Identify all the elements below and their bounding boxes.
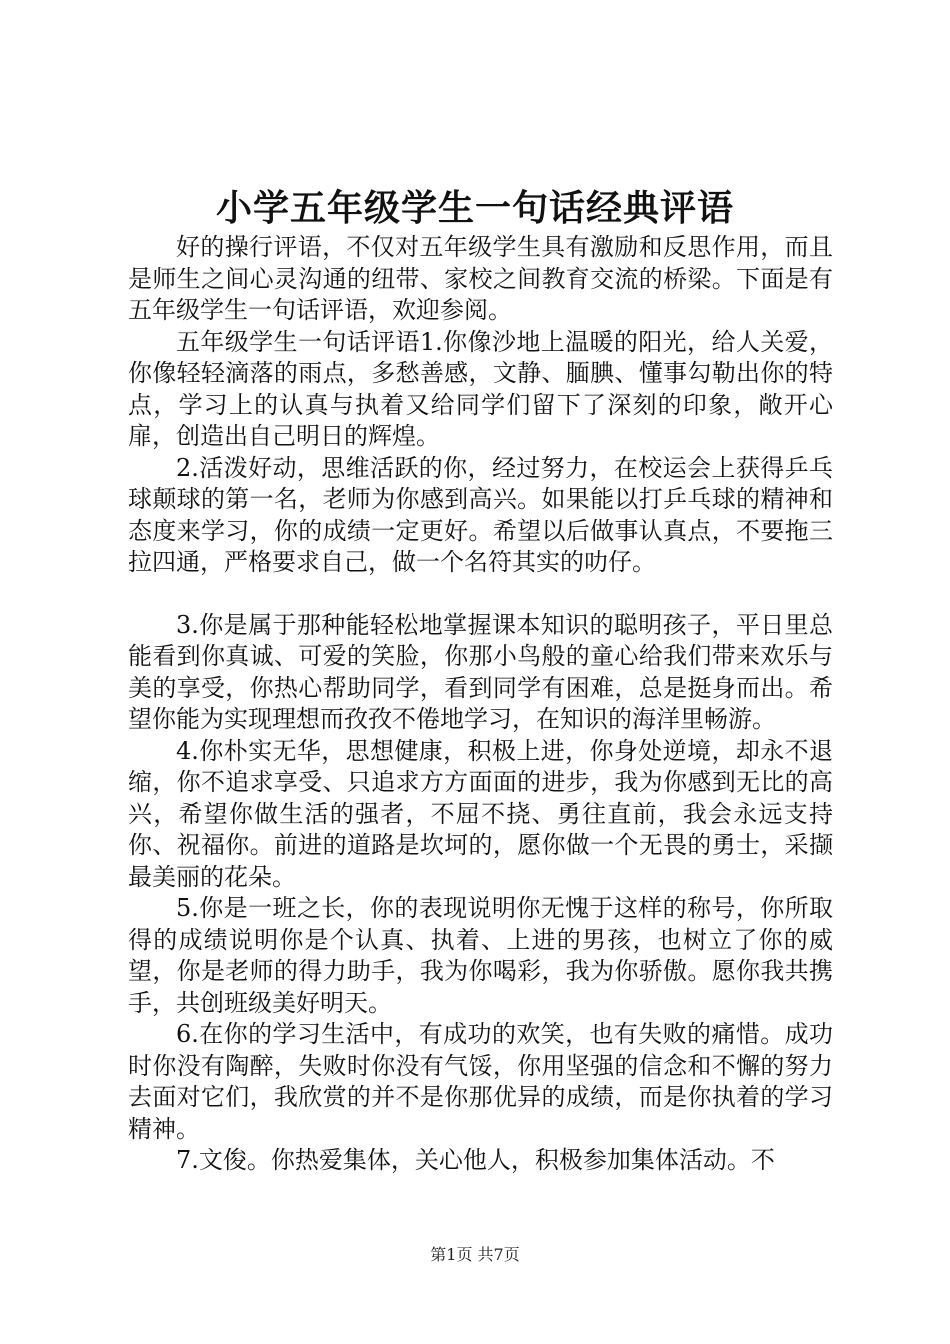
paragraph-comment-2: 2.活泼好动，思维活跃的你，经过努力，在校运会上获得乒乓球颠球的第一名，老师为你感到高兴。如果能以打乒乓球的精神和态度来学习，你的成绩一定更好。希望以后做事认真点，不要拖三拉四通，严格要求自己，做一个名符其实的叻仔。 — [128, 453, 833, 576]
document-body — [128, 232, 833, 1177]
paragraph-comment-6: 6.在你的学习生活中，有成功的欢笑，也有失败的痛惜。成功时你没有陶醉，失败时你没有气馁，你用坚强的信念和不懈的努力去面对它们，我欣赏的并不是你那优异的成绩，而是你执着的学习精神。 — [128, 1020, 833, 1143]
document-title: 小学五年级学生一句话经典评语 — [215, 187, 734, 229]
paragraph-comment-1: 五年级学生一句话评语1.你像沙地上温暖的阳光，给人关爱，你像轻轻滴落的雨点，多愁善感，文静、腼腆、懂事勾勒出你的特点，学习上的认真与执着又给同学们留下了深刻的印象，敞开心扉，创造出自己明日的辉煌。 — [128, 327, 833, 450]
paragraph-comment-3: 3.你是属于那种能轻松地掌握课本知识的聪明孩子，平日里总能看到你真诚、可爱的笑脸，你那小鸟般的童心给我们带来欢乐与美的享受，你热心帮助同学，看到同学有困难，总是挺身而出。希望你能为实现理想而孜孜不倦地学习，在知识的海洋里畅游。 — [128, 610, 833, 733]
paragraph-comment-5: 5.你是一班之长，你的表现说明你无愧于这样的称号，你所取得的成绩说明你是个认真、执着、上进的男孩，也树立了你的威望，你是老师的得力助手，我为你喝彩，我为你骄傲。愿你我共携手，共创班级美好明天。 — [128, 894, 833, 1017]
paragraph-intro: 好的操行评语，不仅对五年级学生具有激励和反思作用，而且是师生之间心灵沟通的纽带、家校之间教育交流的桥梁。下面是有五年级学生一句话评语，欢迎参阅。 — [128, 233, 833, 324]
paragraph-comment-4: 4.你朴实无华，思想健康，积极上进，你身处逆境，却永不退缩，你不追求享受、只追求方方面面的进步，我为你感到无比的高兴，希望你做生活的强者，不屈不挠、勇往直前，我会永远支持你、祝福你。前进的道路是坎坷的，愿你做一个无畏的勇士，采撷最美丽的花朵。 — [128, 736, 833, 891]
paragraph-comment-7: 7.文俊。你热爱集体，关心他人，积极参加集体活动。不 — [176, 1146, 775, 1174]
page-number-footer: 第1页 共7页 — [430, 1245, 520, 1264]
